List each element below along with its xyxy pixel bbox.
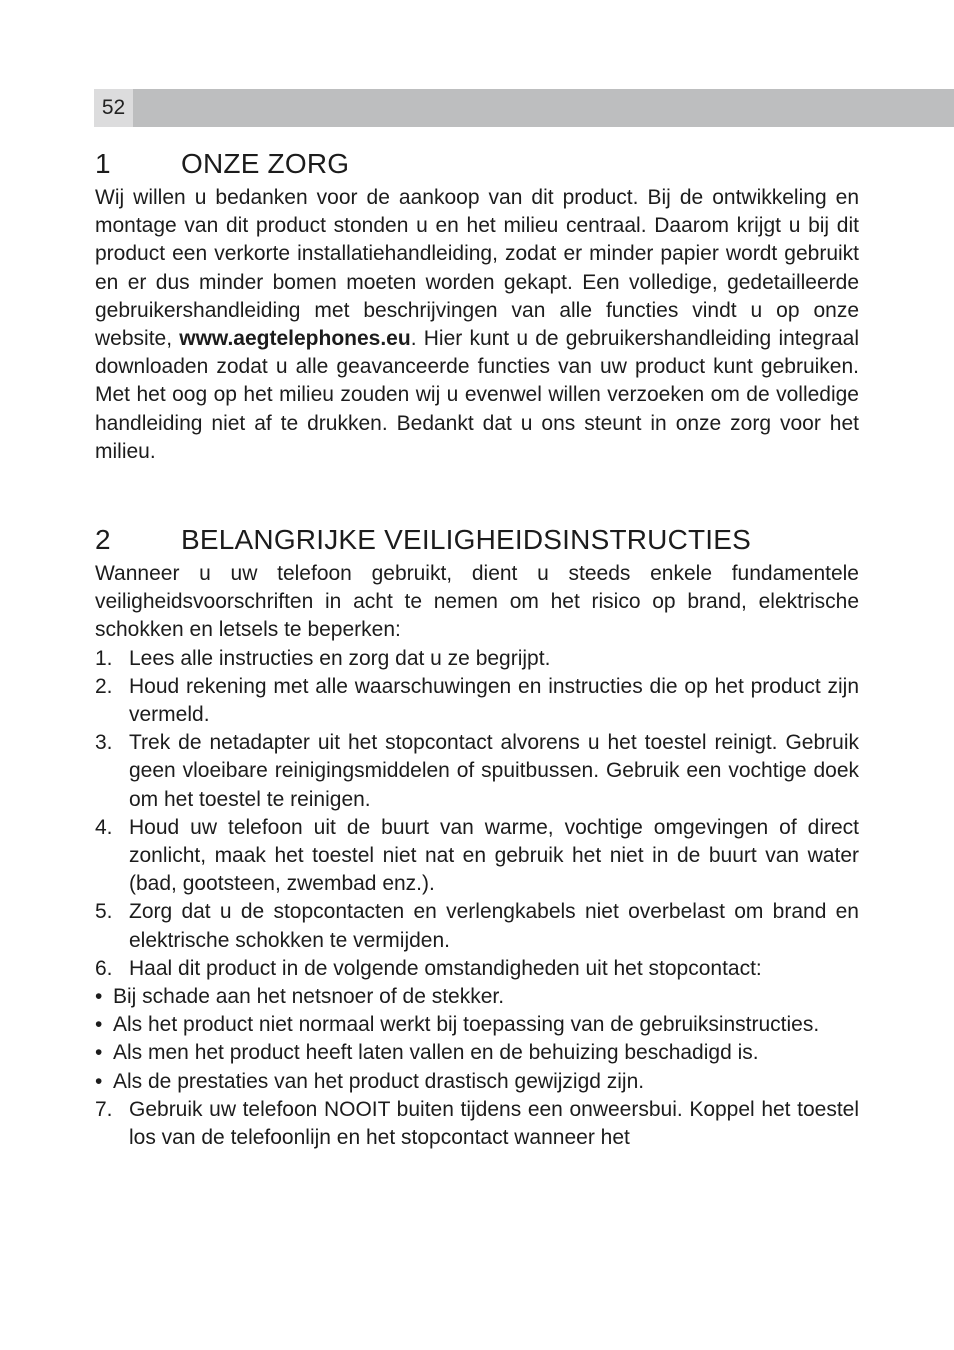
list-item-number: 4.	[95, 815, 113, 839]
list-item-text: Houd rekening met alle waarschuwingen en instructies die op het product zijn vermeld.	[129, 674, 859, 727]
list-item	[95, 814, 859, 899]
bullet-item	[95, 1039, 859, 1067]
website-link[interactable]: www.aegtelephones.eu	[179, 327, 411, 351]
section-1-title: ONZE ZORG	[181, 148, 350, 179]
list-item-text: Gebruik uw telefoon NOOIT buiten tijdens een onweersbui. Koppel het toestel los van de telefoonlijn en het stopcontact wanneer het	[129, 1097, 859, 1150]
bullet-item	[95, 1068, 859, 1096]
list-item-text: Houd uw telefoon uit de buurt van warme, vochtige omgevingen of direct zonlicht, maak het toestel niet nat en gebruik het niet in de buurt van water (bad, gootsteen, zwembad enz.).	[129, 815, 859, 896]
bullet-mark: •	[95, 1041, 103, 1065]
list-item	[95, 1096, 859, 1152]
bullet-mark: •	[95, 1013, 103, 1037]
bullet-mark: •	[95, 1069, 103, 1093]
section-1-number: 1	[95, 148, 111, 179]
section-1-heading	[95, 144, 859, 184]
list-item	[95, 898, 859, 954]
bullet-item	[95, 983, 859, 1011]
list-item-text: Trek de netadapter uit het stopcontact alvorens u het toestel reinigt. Gebruik geen vloeibare reinigingsmiddelen of spuitbussen. Gebruik een vochtige doek om het toestel te reinigen.	[129, 731, 859, 811]
list-item	[95, 955, 859, 983]
list-item-number: 5.	[95, 900, 113, 924]
section-1-paragraph	[95, 184, 859, 466]
section-2-number: 2	[95, 524, 111, 556]
section-2-heading	[95, 520, 859, 560]
section-1-text-before-link: Wij willen u bedanken voor de aankoop van dit product. Bij de ontwikkeling en montage van dit product stonden u en het milieu centraal. Daarom krijgt u bij dit product een verkorte installatiehandleiding, zodat er minder papier wordt gebruikt en er dus minder bomen moeten worden gekapt. Een volledige, gedetailleerde gebruikershandleiding met beschrijvingen van alle functies vindt u op onze website,	[95, 186, 859, 351]
bullet-text: Als de prestaties van het product drastisch gewijzigd zijn.	[113, 1069, 645, 1093]
list-item-number: 1.	[95, 646, 113, 670]
section-2-title: BELANGRIJKE VEILIGHEIDSINSTRUCTIES	[181, 524, 752, 556]
page-number: 52	[94, 89, 133, 127]
list-item-text: Zorg dat u de stopcontacten en verlengkabels niet overbelast om brand en elektrische schokken te vermijden.	[129, 900, 859, 952]
list-item-number: 2.	[95, 674, 113, 698]
list-item-text: Haal dit product in de volgende omstandigheden uit het stopcontact:	[129, 956, 762, 980]
section-2-intro: Wanneer u uw telefoon gebruikt, dient u steeds enkele fundamentele veiligheidsvoorschriften in acht te nemen om het risico op brand, elektrische schokken en letsels te beperken:	[95, 562, 859, 642]
list-item	[95, 729, 859, 814]
list-item-number: 7.	[95, 1097, 113, 1121]
bullet-text: Als het product niet normaal werkt bij toepassing van de gebruiksinstructies.	[113, 1013, 820, 1037]
page-header-bar	[94, 89, 954, 127]
list-item-number: 6.	[95, 956, 113, 980]
page-content	[95, 144, 859, 1152]
list-item	[95, 673, 859, 729]
list-item	[95, 645, 859, 673]
list-item-text: Lees alle instructies en zorg dat u ze begrijpt.	[129, 646, 551, 670]
bullet-mark: •	[95, 985, 103, 1009]
list-item-number: 3.	[95, 731, 113, 755]
bullet-text: Bij schade aan het netsnoer of de stekker.	[113, 985, 505, 1009]
bullet-item	[95, 1011, 859, 1039]
section-gap	[95, 466, 859, 520]
bullet-text: Als men het product heeft laten vallen en de behuizing beschadigd is.	[113, 1041, 759, 1065]
section-1-text-after-link: . Hier kunt u de gebruikershandleiding integraal downloaden zodat u alle geavanceerde functies van uw product kunt gebruiken. Met het oog op het milieu zouden wij u evenwel willen verzoeken om de volledige handleiding niet af te drukken. Bedankt dat u ons steunt in onze zorg voor het milieu.	[95, 327, 859, 463]
